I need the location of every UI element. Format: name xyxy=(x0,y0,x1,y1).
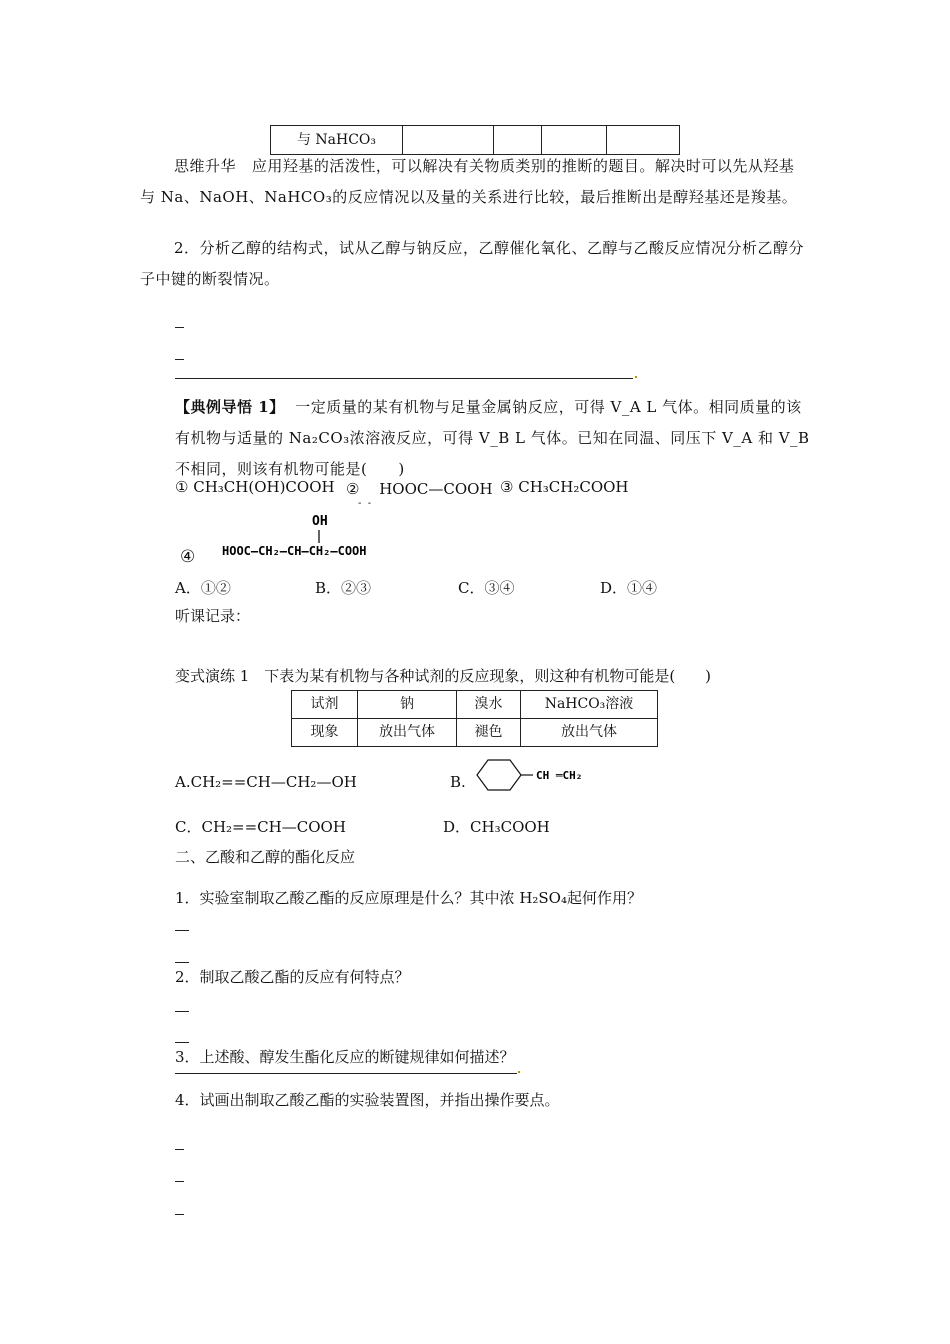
dot-mark xyxy=(518,1071,520,1073)
thinking-lead: 思维升华 xyxy=(174,157,237,175)
answer-line xyxy=(175,1073,517,1074)
answer-line xyxy=(175,327,184,328)
table-cell: 放出气体 xyxy=(521,719,658,747)
table-cell: 现象 xyxy=(292,719,358,747)
variant-1-text: 变式演练 1 下表为某有机物与各种试剂的反应现象，则这种有机物可能是( ) xyxy=(175,667,712,685)
section-q4: 4．试画出制取乙酸乙酯的实验装置图，并指出操作要点。 xyxy=(175,1091,560,1109)
answer-line xyxy=(175,930,189,931)
question-2: 2．分析乙醇的结构式，试从乙醇与钠反应，乙醇催化氧化、乙醇与乙酸反应情况分析乙醇分子中键的断裂情况。 xyxy=(140,239,805,288)
answer-c: C．③④ xyxy=(458,579,515,597)
example-1-paragraph xyxy=(175,392,815,485)
table-cell: 试剂 xyxy=(292,691,358,719)
table-row xyxy=(292,719,658,747)
option-b: B. xyxy=(450,773,466,791)
table-cell: 褪色 xyxy=(457,719,521,747)
table-cell: 与 NaHCO₃ xyxy=(271,126,403,155)
styrene-structure xyxy=(468,755,613,795)
class-record-label: 听课记录： xyxy=(175,607,251,625)
tick-mark: - - xyxy=(358,498,372,509)
oh-label: OH xyxy=(312,514,328,529)
section-q1: 1．实验室制取乙酸乙酯的反应原理是什么？其中浓 H₂SO₄起何作用？ xyxy=(175,889,642,907)
answer-line xyxy=(175,359,184,360)
option-3: ③ CH₃CH₂COOH xyxy=(500,478,629,496)
answer-line xyxy=(175,1149,184,1150)
answer-d: D．①④ xyxy=(600,579,658,597)
option-d: D．CH₃COOH xyxy=(443,818,550,836)
dot-mark xyxy=(635,376,637,378)
option-c: C．CH₂==CH—COOH xyxy=(175,818,346,836)
vinyl-label: CH ═CH₂ xyxy=(536,769,583,782)
example-tag: 【典例导悟 1】 xyxy=(175,398,285,416)
section-q2: 2．制取乙酸乙酯的反应有何特点？ xyxy=(175,968,410,986)
section-title: 二、乙酸和乙醇的酯化反应 xyxy=(175,848,356,866)
answer-line xyxy=(175,1181,184,1182)
reaction-table xyxy=(291,690,658,747)
table-cell: 溴水 xyxy=(457,691,521,719)
example-text: 一定质量的某有机物与足量金属钠反应，可得 V_A L 气体。相同质量的该有机物与适量的 Na₂CO₃浓溶液反应，可得 V_B L 气体。已知在同温、同压下 V_A 和 V_B 不相同，则该有机物可能是( ) xyxy=(175,398,810,478)
thinking-paragraph xyxy=(140,151,808,213)
thinking-text: 应用羟基的活泼性，可以解决有关物质类别的推断的题目。解决时可以先从羟基与 Na、NaOH、NaHCO₃的反应情况以及量的关系进行比较，最后推断出是醇羟基还是羧基。 xyxy=(140,157,798,206)
structure-4 xyxy=(218,510,438,560)
answer-line xyxy=(175,962,189,963)
table-cell: 放出气体 xyxy=(358,719,457,747)
chain-label: HOOC—CH₂—CH—CH₂—COOH xyxy=(222,544,367,558)
answer-b: B．②③ xyxy=(315,579,372,597)
table-cell: 钠 xyxy=(358,691,457,719)
answer-a: A．①② xyxy=(175,579,231,597)
answer-line xyxy=(175,1214,184,1215)
table-row xyxy=(292,691,658,719)
option-4-label: ④ xyxy=(180,547,196,567)
answer-line xyxy=(175,1011,189,1012)
option-1: ① CH₃CH(OH)COOH xyxy=(175,478,335,496)
answer-line xyxy=(175,378,633,379)
benzene-ring xyxy=(477,760,521,790)
section-q3: 3．上述酸、醇发生酯化反应的断键规律如何描述？ xyxy=(175,1048,515,1066)
answer-line xyxy=(175,1042,189,1043)
option-2: ② HOOC—COOH xyxy=(346,480,493,498)
option-a: A.CH₂==CH—CH₂—OH xyxy=(175,773,357,791)
table-cell: NaHCO₃溶液 xyxy=(521,691,658,719)
